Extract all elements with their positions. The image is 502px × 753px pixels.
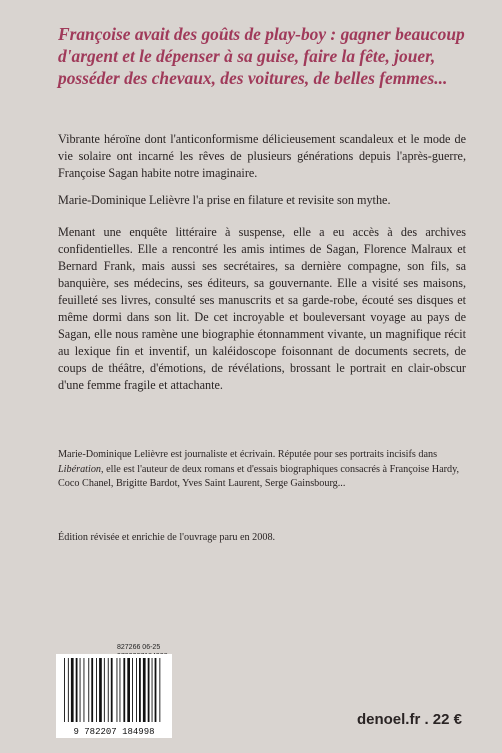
barcode-bar: [96, 658, 97, 722]
barcode-bar: [117, 658, 118, 722]
barcode-bar: [111, 658, 113, 722]
barcode-bar: [152, 658, 153, 722]
barcode-digits: 9 782207 184998: [73, 727, 155, 737]
publisher-url[interactable]: denoel.fr: [356, 711, 421, 728]
edition-note: Édition révisée et enrichie de l'ouvrage paru en 2008.: [58, 532, 276, 543]
barcode-bar: [132, 658, 133, 722]
separator-dot: .: [424, 711, 429, 728]
barcode-bar: [159, 658, 160, 722]
author-bio-end: , elle est l'auteur de deux romans et d'essais biographiques consacrés à Françoise Hardy, Coco Chanel, Brigitte Bardot, Yves Saint Laurent, Serge Gainsbourg...: [58, 463, 460, 489]
price: 22 €: [432, 711, 462, 728]
barcode-bar: [148, 658, 150, 722]
cover-quote: Françoise avait des goûts de play-boy : gagner beaucoup d'argent et le dépenser à sa guise, faire la fête, jouer, posséder des chevaux, des voitures, de belles femmes...: [58, 24, 465, 88]
barcode-bar: [104, 658, 105, 722]
barcode-bar: [155, 658, 157, 722]
summary-paragraph-2: Marie-Dominique Lelièvre l'a prise en filature et revisite son mythe.: [58, 193, 391, 207]
barcode-bar: [64, 658, 65, 722]
barcode-bar: [108, 658, 109, 722]
barcode-bar: [68, 658, 69, 722]
barcode-icon: [56, 638, 172, 738]
barcode-bar: [139, 658, 141, 722]
author-bio-start: Marie-Dominique Lelièvre est journaliste et écrivain. Réputée pour ses portraits incisifs dans: [58, 449, 438, 460]
barcode-bar: [84, 658, 85, 722]
barcode-bar: [143, 658, 146, 722]
barcode-bar: [99, 658, 102, 722]
barcode-bar: [80, 658, 81, 722]
summary-paragraph-1: Vibrante héroïne dont l'anticonformisme délicieusement scandaleux et le mode de vie solaire ont incarné les rêves de plusieurs générations depuis l'après-guerre, Françoise Sagan habite notre imaginaire.: [58, 132, 466, 180]
publisher-price: [357, 711, 462, 728]
barcode-bar: [71, 658, 74, 722]
author-bio: [58, 448, 463, 492]
author-bio-newspaper: Libération: [58, 463, 102, 475]
summary-paragraph-3: Menant une enquête littéraire à suspense, elle a eu accès à des archives confidentielles. Elle a rencontré les amis intimes de Sagan, Florence Malraux et Bernard Frank, mais aussi ses secrétaires, sa dernière compagne, son fils, sa banquière, ses médecins, ses éditeurs, sa gouvernante. Elle a visité ses maisons, feuilleté ses livres, consulté ses manuscrits et sa garde-robe, écouté ses disques et même dormi dans son lit. De cet incroyable et bouleversant voyage au pays de Sagan, elle nous ramène une biographie étonnamment vivante, un magnifique récit au lexique fin et inventif, un kaléidoscope foisonnant de documents secrets, de coups de théâtre, d'émotions, de révélations, brossant le portrait en clair-obscur d'une femme fragile et attachante.: [58, 225, 466, 392]
barcode-bar: [88, 658, 89, 722]
barcode-bar: [136, 658, 137, 722]
barcode-bar: [76, 658, 78, 722]
barcode-bar: [127, 658, 130, 722]
barcode-code-line-1: 827266 06-25: [117, 644, 161, 651]
barcode-bar: [91, 658, 93, 722]
barcode-bar: [123, 658, 125, 722]
barcode-bar: [120, 658, 121, 722]
barcode-graphic: [56, 638, 172, 738]
